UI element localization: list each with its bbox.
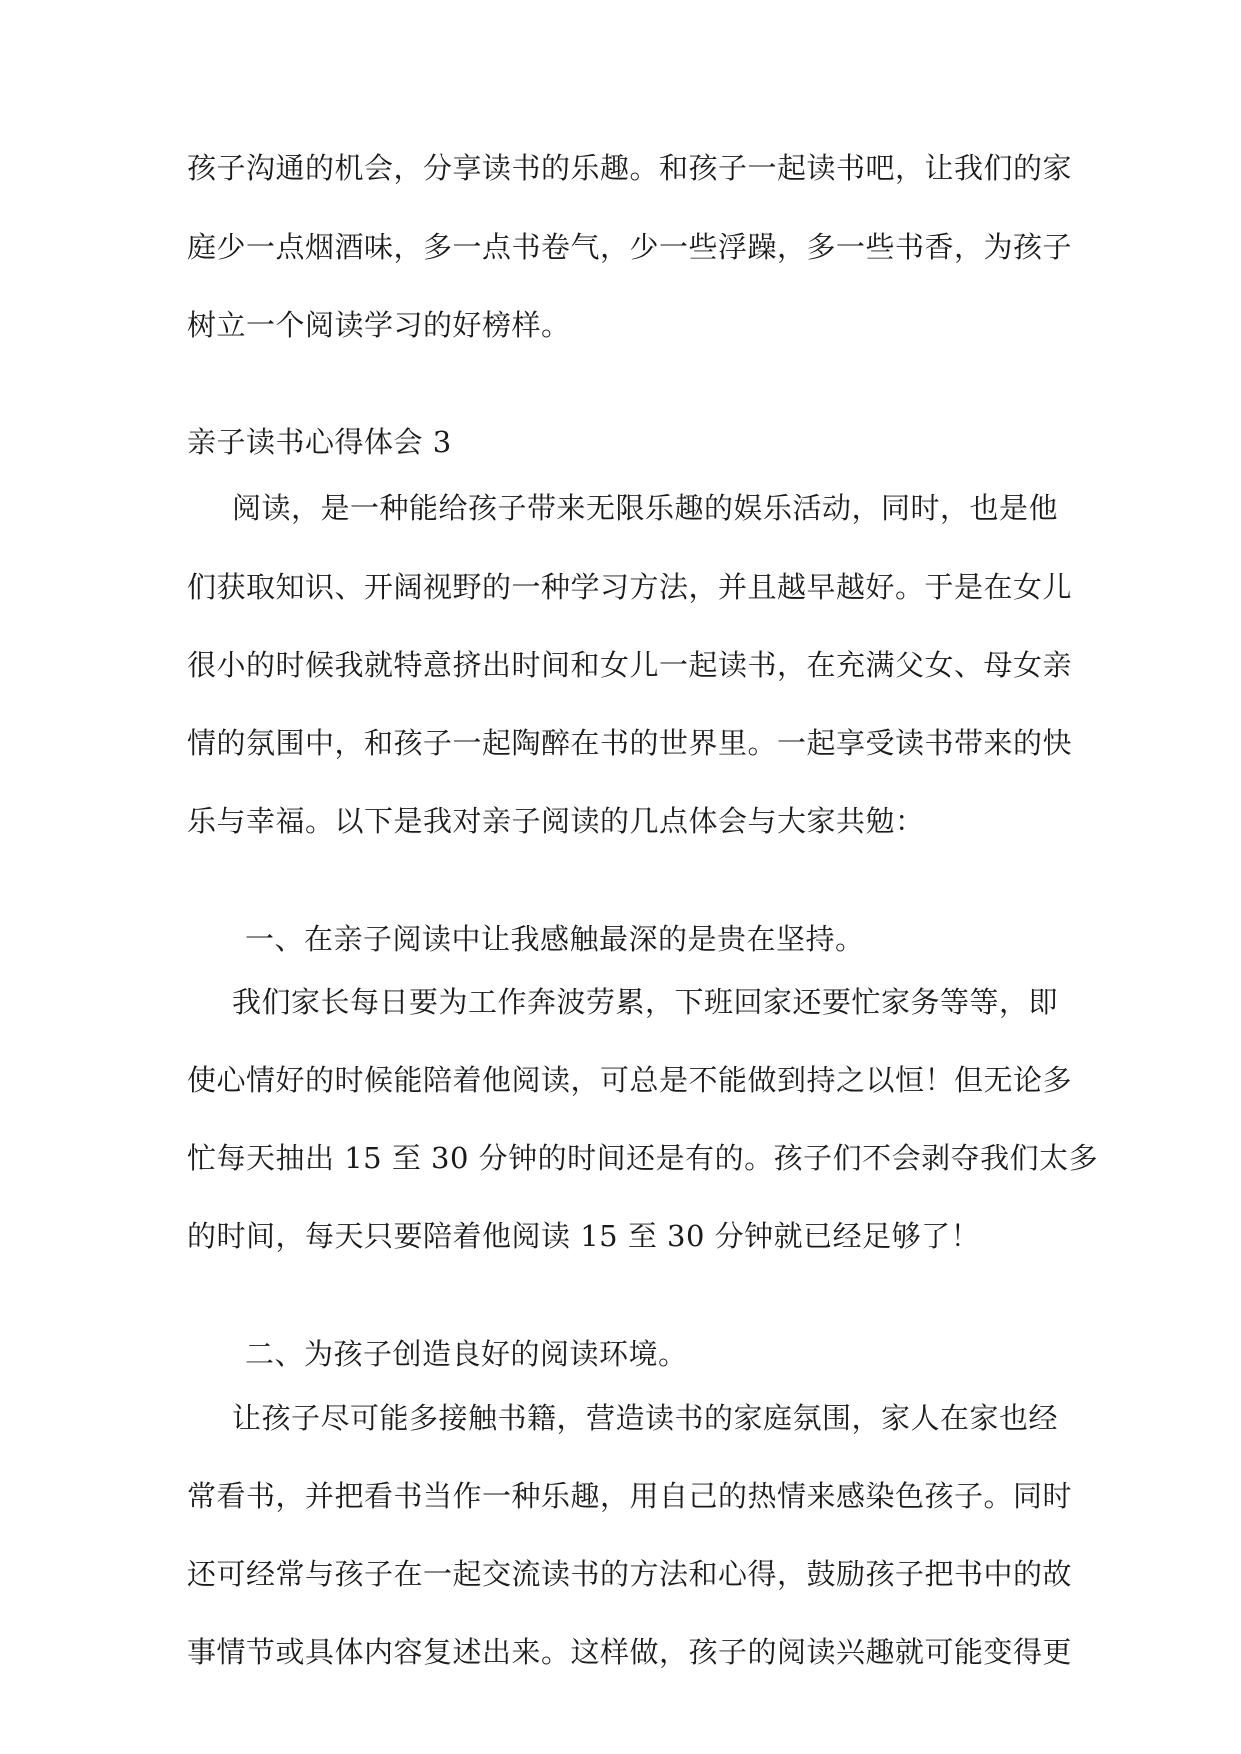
paragraph-line: 们获取知识、开阔视野的一种学习方法，并且越早越好。于是在女儿 bbox=[187, 570, 1073, 604]
paragraph-line: 我们家长每日要为工作奔波劳累，下班回家还要忙家务等等，即 bbox=[232, 985, 1059, 1019]
paragraph-line: 阅读，是一种能给孩子带来无限乐趣的娱乐活动，同时，也是他 bbox=[232, 491, 1059, 525]
paragraph-line: 庭少一点烟酒味，多一点书卷气，少一些浮躁，多一些书香，为孩子 bbox=[187, 230, 1073, 264]
point-heading: 一、在亲子阅读中让我感触最深的是贵在坚持。 bbox=[245, 922, 865, 956]
paragraph-line: 常看书，并把看书当作一种乐趣，用自己的热情来感染色孩子。同时 bbox=[187, 1479, 1073, 1513]
paragraph-line: 情的氛围中，和孩子一起陶醉在书的世界里。一起享受读书带来的快 bbox=[187, 726, 1073, 760]
point-heading: 二、为孩子创造良好的阅读环境。 bbox=[245, 1337, 688, 1371]
paragraph-line: 的时间，每天只要陪着他阅读 15 至 30 分钟就已经足够了！ bbox=[187, 1219, 981, 1253]
paragraph-line: 树立一个阅读学习的好榜样。 bbox=[187, 308, 571, 342]
paragraph-line: 很小的时候我就特意挤出时间和女儿一起读书，在充满父女、母女亲 bbox=[187, 648, 1073, 682]
paragraph-line: 乐与幸福。以下是我对亲子阅读的几点体会与大家共勉： bbox=[187, 804, 925, 838]
paragraph-line: 让孩子尽可能多接触书籍，营造读书的家庭氛围，家人在家也经 bbox=[232, 1401, 1059, 1435]
paragraph-line: 事情节或具体内容复述出来。这样做，孩子的阅读兴趣就可能变得更 bbox=[187, 1635, 1073, 1669]
paragraph-line: 孩子沟通的机会，分享读书的乐趣。和孩子一起读书吧，让我们的家 bbox=[187, 151, 1073, 185]
paragraph-line: 忙每天抽出 15 至 30 分钟的时间还是有的。孩子们不会剥夺我们太多 bbox=[187, 1141, 1099, 1175]
paragraph-line: 使心情好的时候能陪着他阅读，可总是不能做到持之以恒！但无论多 bbox=[187, 1063, 1073, 1097]
paragraph-line: 还可经常与孩子在一起交流读书的方法和心得，鼓励孩子把书中的故 bbox=[187, 1557, 1073, 1591]
section-title: 亲子读书心得体会 3 bbox=[187, 425, 452, 459]
